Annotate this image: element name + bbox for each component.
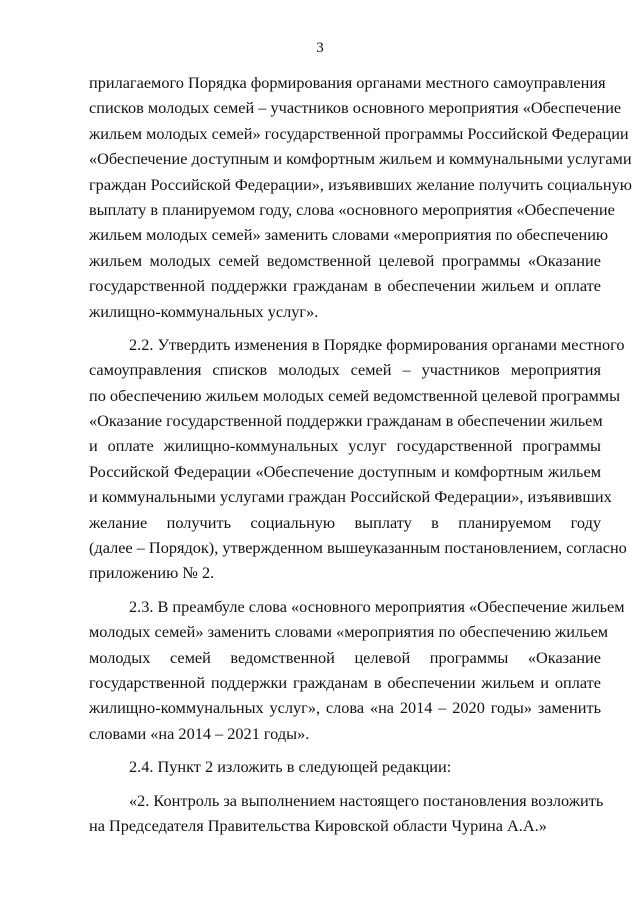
text-line: молодых семей ведомственной целевой программы «Оказание (89, 647, 601, 667)
text-line: приложению № 2. (89, 563, 215, 583)
text-line: 2.4. Пункт 2 изложить в следующей редакции: (129, 757, 452, 777)
text-line: самоуправления списков молодых семей – участников мероприятия (89, 360, 601, 380)
text-line: жильем молодых семей ведомственной целевой программы «Оказание (89, 250, 601, 270)
document-body (89, 70, 632, 838)
text-line: на Председателя Правительства Кировской области Чурина А.А.» (89, 815, 547, 835)
text-line: 2.3. В преамбуле слова «основного мероприятия «Обеспечение жильем (129, 596, 625, 616)
text-line: государственной поддержки гражданам в обеспечении жильем и оплате (89, 276, 601, 296)
paragraph-2-2 (89, 332, 627, 586)
text-line: списков молодых семей – участников основного мероприятия «Обеспечение (89, 98, 622, 118)
text-line: «2. Контроль за выполнением настоящего постановления возложить (129, 790, 604, 810)
text-line: жилищно-коммунальных услуг», слова «на 2014 – 2020 годы» заменить (89, 698, 601, 718)
text-line: жильем молодых семей» государственной программы Российской Федерации (89, 123, 629, 143)
text-line: государственной поддержки гражданам в обеспечении жильем и оплате (89, 672, 601, 692)
paragraph-2-4 (89, 754, 601, 779)
text-line: жилищно-коммунальных услуг». (89, 301, 319, 321)
paragraph-2-3 (89, 594, 625, 746)
text-line: граждан Российской Федерации», изъявивших желание получить социальную (89, 174, 632, 194)
paragraph-continuation (89, 70, 632, 324)
text-line: «Обеспечение доступным и комфортным жильем и коммунальными услугами (89, 149, 632, 169)
text-line: по обеспечению жильем молодых семей ведомственной целевой программы (89, 385, 621, 405)
text-line: 2.2. Утвердить изменения в Порядке формирования органами местного (129, 334, 625, 354)
text-line: словами «на 2014 – 2021 годы». (89, 723, 310, 743)
text-line: прилагаемого Порядка формирования органами местного самоуправления (89, 73, 606, 92)
text-line: выплату в планируемом году, слова «основного мероприятия «Обеспечение (89, 199, 615, 219)
text-line: «Оказание государственной поддержки гражданам в обеспечении жильем (89, 411, 603, 431)
page-number: 3 (316, 40, 324, 56)
text-line: молодых семей» заменить словами «мероприятия по обеспечению жильем (89, 622, 609, 642)
text-line: и оплате жилищно-коммунальных услуг государственной программы (89, 436, 601, 456)
text-line: жильем молодых семей» заменить словами «мероприятия по обеспечению (89, 225, 609, 245)
text-line: желание получить социальную выплату в планируемом году (89, 512, 601, 532)
paragraph-quote (89, 788, 604, 839)
text-line: Российской Федерации «Обеспечение доступным и комфортным жильем (89, 461, 601, 481)
text-line: (далее – Порядок), утвержденном вышеуказанным постановлением, согласно (89, 538, 627, 558)
text-line: и коммунальными услугами граждан Российской Федерации», изъявивших (89, 487, 612, 507)
